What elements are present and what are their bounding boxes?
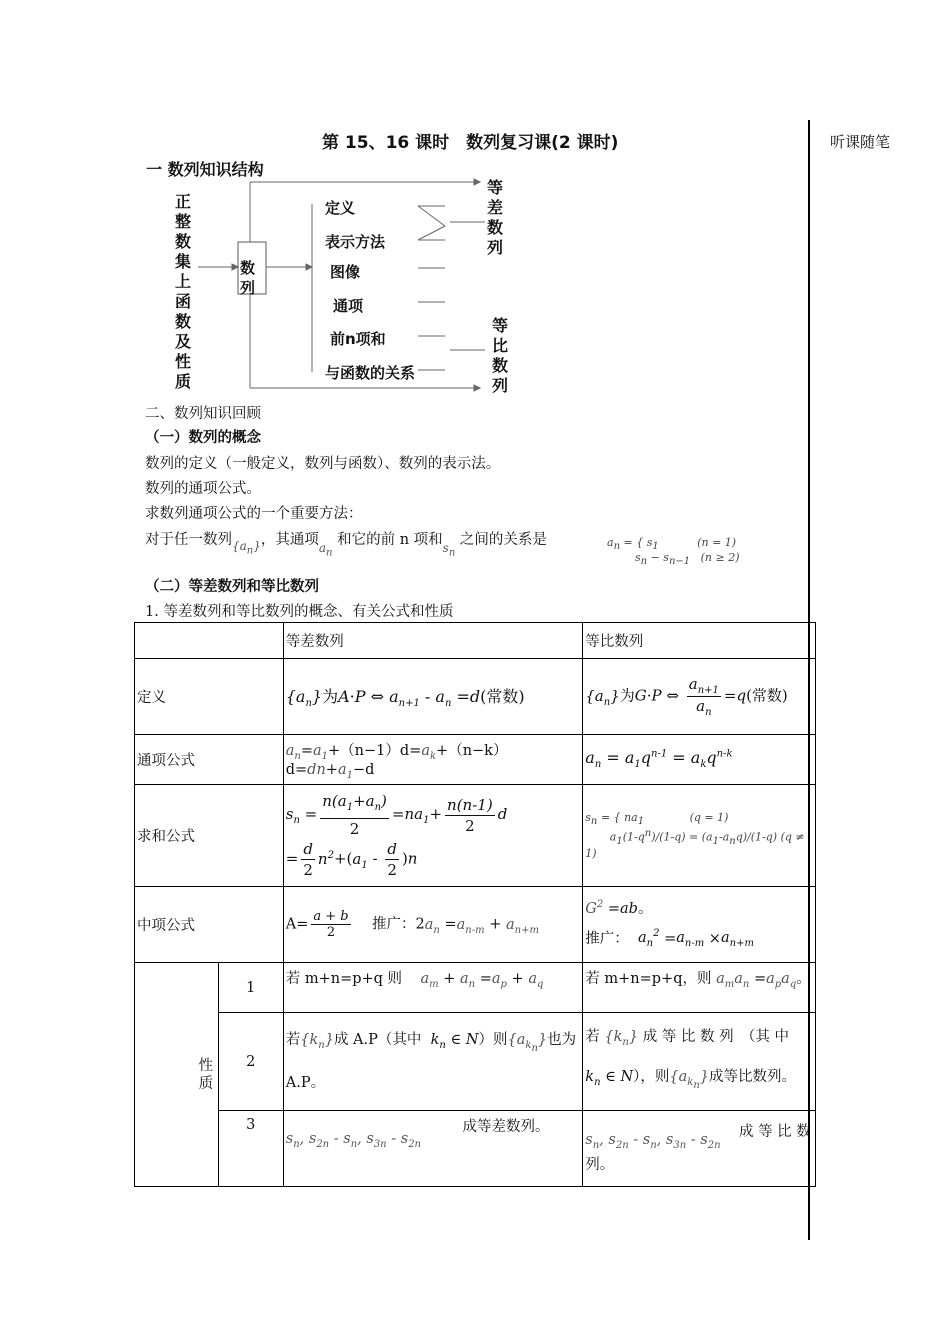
- cell-text: 若: [285, 1032, 301, 1049]
- cell-ap-general-term: $a_n=a_1+(n-1)d=a_k+(n-k)d=dn+a_1-d$: [283, 735, 583, 785]
- arrow-head: [232, 264, 238, 270]
- cell-ap-prop-3: $s_n$, $s_{2n} - s_n$, $s_{3n} - s_{2n}$ 成等差数列。: [283, 1111, 583, 1187]
- col-header-arithmetic: 等差数列: [283, 623, 583, 659]
- col-header-geometric: 等比数列: [583, 623, 816, 659]
- cell-text: ）则: [478, 1032, 508, 1049]
- arrow-head: [306, 264, 312, 270]
- cell-ap-definition: $\{a_n\}$为A·P ⇔ $a_{n+1} - a_n =d$(常数): [283, 659, 583, 735]
- diagram-arithmetic-label: 等差数列: [486, 178, 503, 257]
- cell-text: 若 m+n=p+q，则: [585, 971, 712, 987]
- arrow-line: [418, 206, 445, 226]
- piecewise-formula: $a_n$ = { $s_1$ (n = 1) $s_n - s_{n-1}$ (n ≥ 2): [607, 536, 740, 568]
- cell-text: 也为: [547, 1032, 577, 1049]
- prop-number: 3: [218, 1111, 283, 1187]
- cell-text: 若 m+n=p+q 则: [285, 971, 403, 987]
- prop-number: 1: [218, 963, 283, 1013]
- cell-text: 成等差数列。: [462, 1119, 550, 1135]
- cell-gp-general-term: $a_n = a_1q^{n-1} = a_kq^{n-k}$: [583, 735, 816, 785]
- cell-gp-definition: $\{a_n\}$为G·P ⇔ $\frac{a_{n+1}}{a_n}$ =q(常数): [583, 659, 816, 735]
- arrow-head: [474, 385, 480, 391]
- cell-text: 若: [585, 1029, 600, 1046]
- row-label-middle-term: 中项公式: [135, 887, 284, 963]
- section-structure-heading: 一 数列知识结构: [146, 160, 264, 179]
- cell-text: ），则: [633, 1069, 670, 1085]
- cell-text: A=: [285, 916, 309, 933]
- cell-text: 推广：2: [372, 916, 425, 933]
- text-line: 数列的定义（一般定义，数列与函数）、数列的表示法。: [145, 456, 501, 472]
- cell-text: A.P。: [285, 1074, 326, 1091]
- prop-number: 2: [218, 1013, 283, 1111]
- row-label-sum: 求和公式: [135, 785, 284, 887]
- relation-text: ，其通项: [260, 532, 319, 548]
- cell-text: 列。: [585, 1157, 615, 1174]
- cell-gp-prop-2: 若 $\{k_n\}$ 成 等 比 数 列 （其 中 $k_n$ ∈ N），则$\{a_{k_n}\}$成等比数列。: [583, 1013, 816, 1111]
- row-label-definition: 定义: [135, 659, 284, 735]
- cell-gp-sum: $s_n$ = { $na_1$ (q = 1) $a_1(1-q^n)/(1-q) = (a_1-a_nq)/(1-q) (q \ne 1)$: [583, 785, 816, 887]
- subsection-concept-heading: （一）数列的概念: [145, 430, 261, 446]
- diagram-item-function-relation: 与函数的关系: [325, 364, 416, 382]
- diagram-geometric-label: 等比数列: [491, 316, 508, 395]
- section-review-heading: 二、数列知识回顾: [145, 406, 261, 422]
- diagram-left-label: 正整数集上函数及性质: [174, 192, 191, 391]
- cell-text: 推广：: [585, 930, 629, 947]
- diagram-item-definition: 定义: [325, 199, 356, 217]
- arrow-line: [418, 226, 445, 240]
- formula-table: [134, 622, 816, 1187]
- subsection-sequences-heading: （二）等差数列和等比数列: [145, 579, 319, 595]
- diagram-center-label: 数列: [240, 259, 256, 297]
- diagram-item-graph: 图像: [330, 263, 361, 281]
- text-line: 求数列通项公式的一个重要方法：: [145, 506, 363, 522]
- table-corner: [135, 623, 284, 659]
- cell-text: 成等比数列。: [709, 1069, 797, 1085]
- cell-text: (常数): [480, 686, 525, 706]
- relation-text: 之间的关系是: [459, 532, 547, 548]
- cell-text: +（n−k）d=: [285, 742, 508, 778]
- cell-text: 成 A.P（其中: [333, 1032, 422, 1049]
- arrow-head: [474, 179, 480, 185]
- cell-ap-prop-2: 若$\{k_n\}$成 A.P（其中 $k_n$ ∈ N）则$\{a_{k_n}\}$也为 A.P。: [283, 1013, 583, 1111]
- props-label: 性质: [198, 1057, 214, 1092]
- diagram-item-general-term: 通项: [333, 297, 364, 315]
- cell-ap-sum: $s_n$ = $\frac{n(a_1+a_n)}{2}$ $=na_1+$ $\frac{n(n-1)}{2}$ d = $\frac{d}{2}$ $n^2+(a_1$ - $\frac{d}{2}$ )n: [283, 785, 583, 887]
- relation-text: 对于任一数列: [145, 532, 232, 548]
- cell-gp-middle-term: $G^2 =ab$。 推广： $a_n^2 =a_{n-m} \times a_{n+m}$: [583, 887, 816, 963]
- side-note: 听课随笔: [830, 133, 891, 151]
- props-label-cell: [135, 963, 219, 1187]
- cell-text: 成 等 比 数: [738, 1123, 811, 1140]
- page-title: 第 15、16 课时 数列复习课(2 课时): [322, 133, 619, 153]
- cell-text: (常数): [746, 686, 788, 705]
- cell-text: +（n−1）d=: [328, 742, 422, 759]
- cell-ap-prop-1: 若 m+n=p+q 则 $a_m + a_n =a_p + a_q$: [283, 963, 583, 1013]
- text-line: 数列的通项公式。: [145, 481, 261, 497]
- diagram-item-partial-sum: 前n项和: [330, 330, 386, 348]
- cell-gp-prop-3: $s_n$, $s_{2n} - s_n$, $s_{3n} - s_{2n}$ 成 等 比 数 列。: [583, 1111, 816, 1187]
- cell-text: 成 等 比 数 列 （其 中: [642, 1029, 789, 1046]
- row-label-general-term: 通项公式: [135, 735, 284, 785]
- relation-line: 对于任一数列$_{\{a_n\}}$，其通项$_{a_n}$ 和它的前 n 项和$_{s_n}$ 之间的关系是: [145, 532, 547, 559]
- cell-ap-middle-term: A= $\frac{a + b}{2}$ 推广：$2a_n =a_{n-m} + a_{n+m}$: [283, 887, 583, 963]
- relation-text: 和它的前 n 项和: [337, 532, 443, 548]
- cell-text: 。: [637, 900, 653, 917]
- cell-gp-prop-1: 若 m+n=p+q，则 $a_ma_n =a_pa_q$。: [583, 963, 816, 1013]
- diagram-item-representation: 表示方法: [325, 233, 386, 251]
- subsection-item: 1. 等差数列和等比数列的概念、有关公式和性质: [145, 604, 454, 620]
